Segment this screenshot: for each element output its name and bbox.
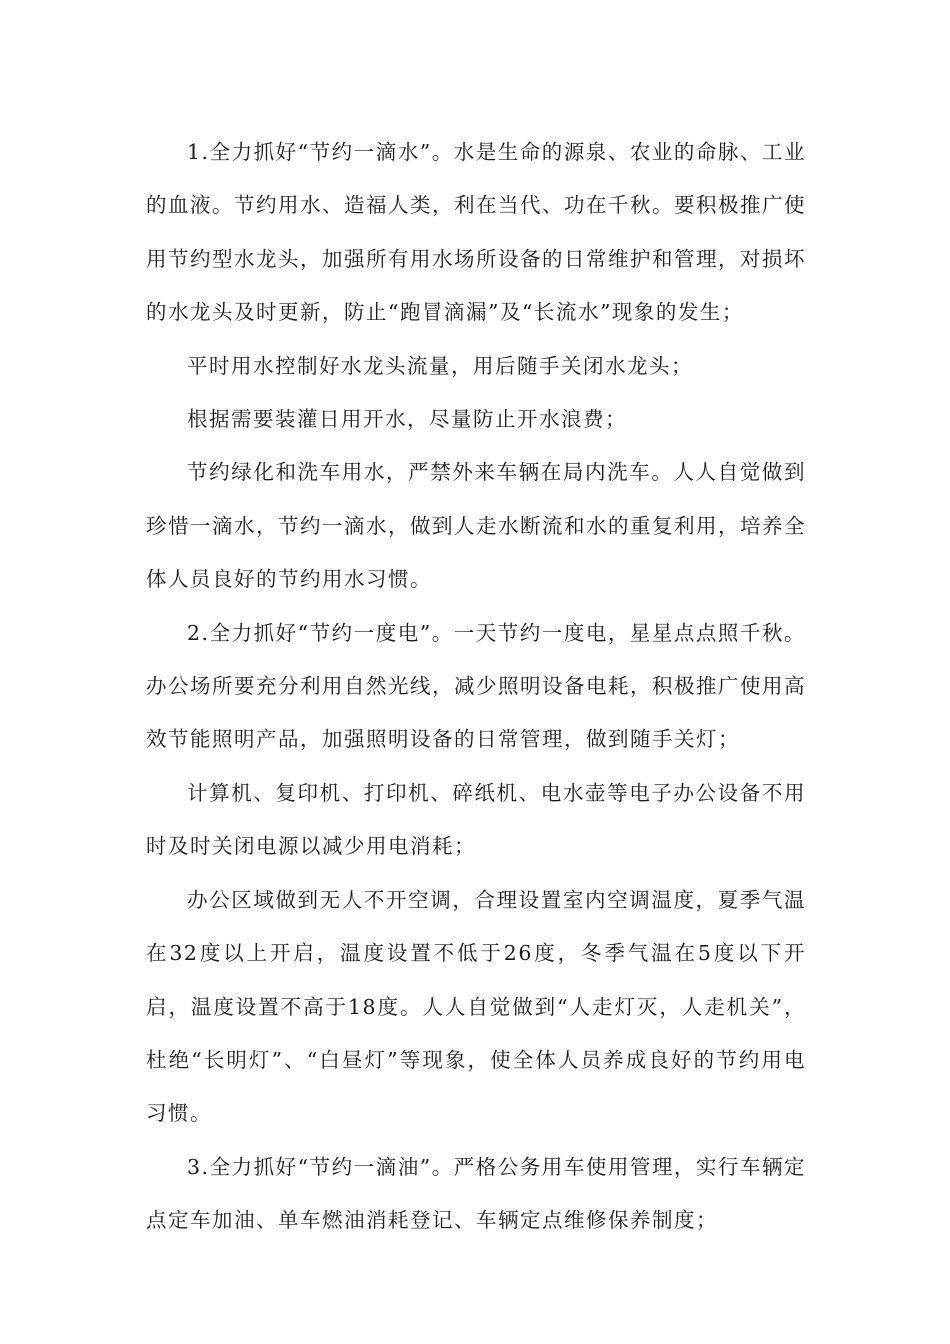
paragraph-greening-carwash: 节约绿化和洗车用水，严禁外来车辆在局内洗车。人人自觉做到珍惜一滴水，节约一滴水，做到人走水断流和水的重复利用，培养全体人员良好的节约用水习惯。 — [146, 460, 806, 592]
paragraph-water-saving: 1.全力抓好“节约一滴水”。水是生命的源泉、农业的命脉、工业的血液。节约用水、造福人类，利在当代、功在千秋。要积极推广使用节约型水龙头，加强所有用水场所设备的日常维护和管理，对损坏的水龙头及时更新，防止“跑冒滴漏”及“长流水”现象的发生； — [146, 140, 806, 325]
paragraph-electricity-saving: 2.全力抓好“节约一度电”。一天节约一度电，星星点点照千秋。办公场所要充分利用自然光线，减少照明设备电耗，积极推广使用高效节能照明产品，加强照明设备的日常管理，做到随手关灯； — [146, 620, 806, 752]
document-body — [146, 126, 806, 1248]
paragraph-fuel-saving: 3.全力抓好“节约一滴油”。严格公务用车使用管理，实行车辆定点定车加油、单车燃油消耗登记、车辆定点维修保养制度； — [146, 1154, 806, 1233]
paragraph-air-conditioning: 办公区域做到无人不开空调，合理设置室内空调温度，夏季气温在32度以上开启，温度设置不低于26度，冬季气温在5度以下开启，温度设置不高于18度。人人自觉做到“人走灯灭，人走机关”，杜绝“长明灯”、“白昼灯”等现象，使全体人员养成良好的节约用电习惯。 — [146, 887, 806, 1126]
paragraph-office-equipment: 计算机、复印机、打印机、碎纸机、电水壶等电子办公设备不用时及时关闭电源以减少用电消耗； — [146, 780, 806, 859]
paragraph-boiled-water: 根据需要装灌日用开水，尽量防止开水浪费； — [187, 407, 627, 432]
paragraph-faucet-control: 平时用水控制好水龙头流量，用后随手关闭水龙头； — [187, 353, 693, 378]
